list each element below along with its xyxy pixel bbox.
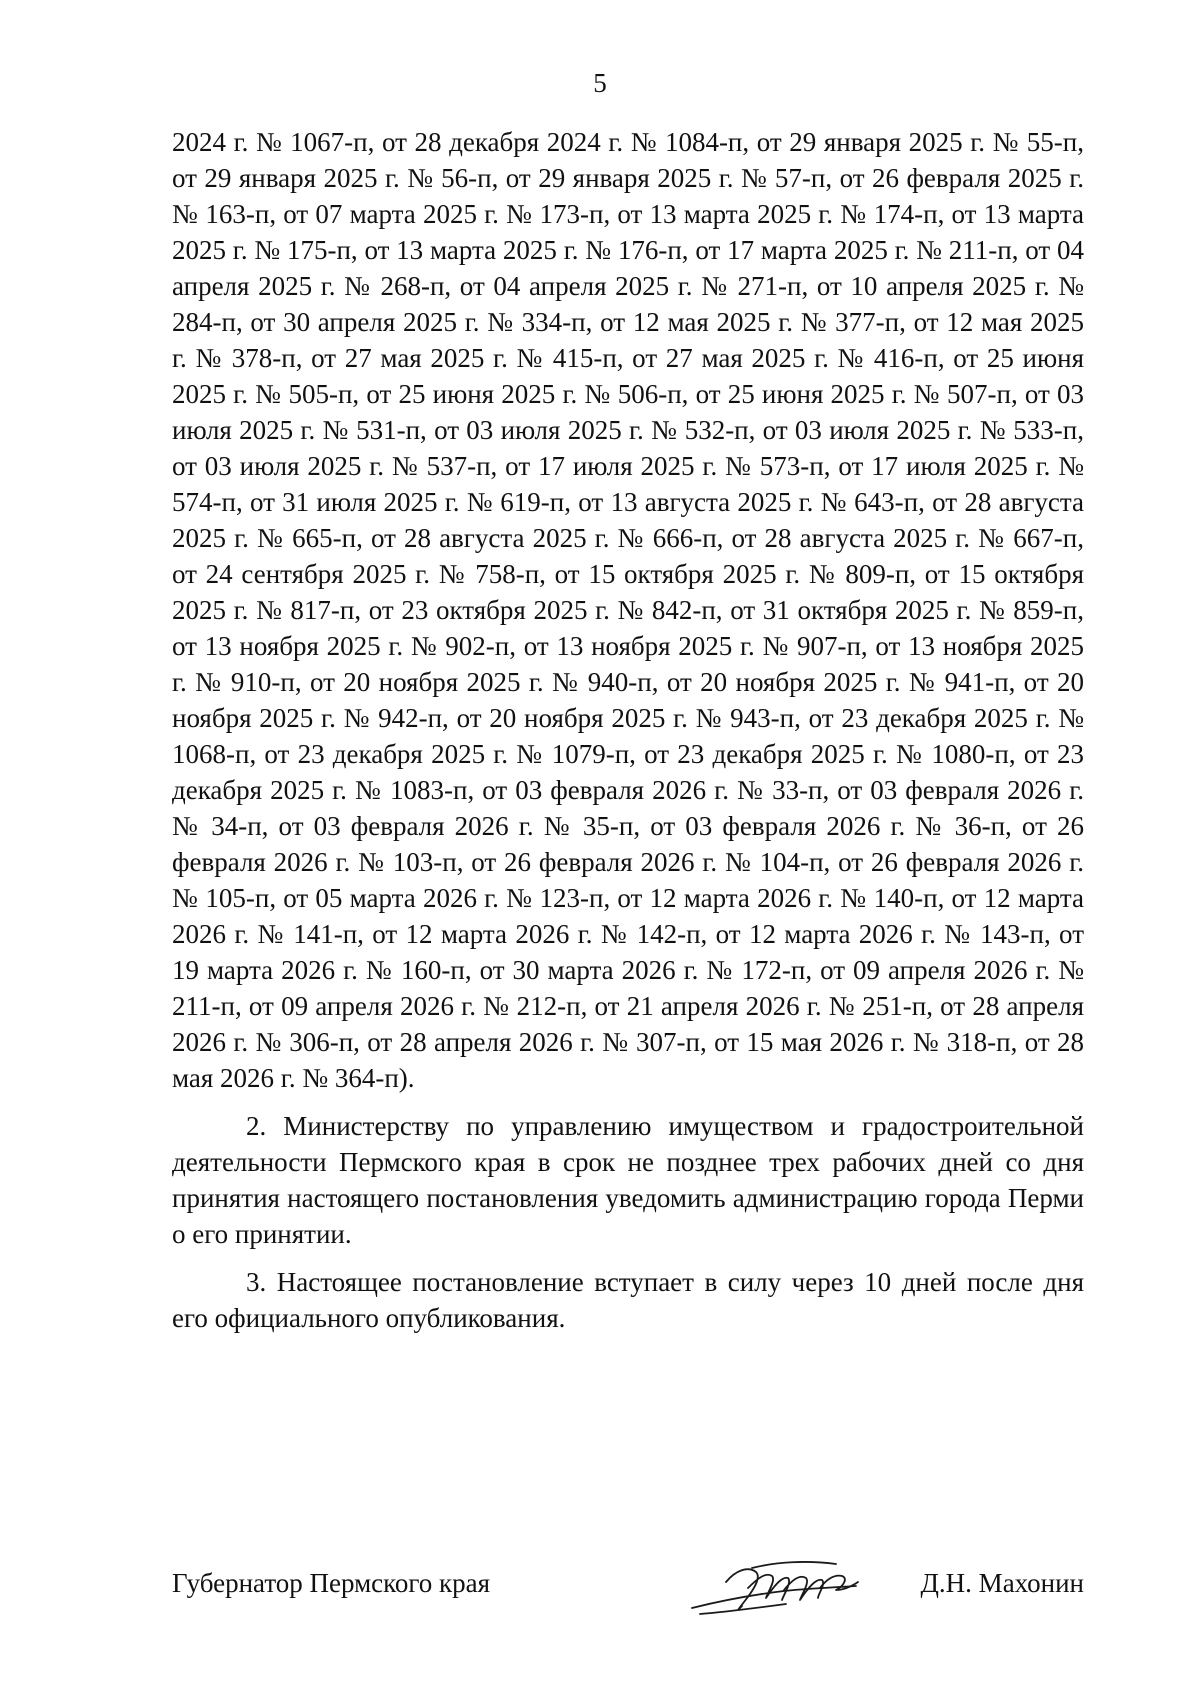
decree-list-continuation: 2024 г. № 1067-п, от 28 декабря 2024 г. № 1084-п, от 29 января 2025 г. № 55-п, от 29 января 2025 г. № 56-п, от 29 января 2025 г. № 57-п, от 26 февраля 2025 г. № 163-п, от 07 марта 2025 г. № 173-п, от 13 марта 2025 г. № 174-п, от 13 марта 2025 г. № 175-п, от 13 марта 2025 г. № 176-п, от 17 марта 2025 г. № 211-п, от 04 апреля 2025 г. № 268-п, от 04 апреля 2025 г. № 271-п, от 10 апреля 2025 г. № 284-п, от 30 апреля 2025 г. № 334-п, от 12 мая 2025 г. № 377-п, от 12 мая 2025 г. № 378-п, от 27 мая 2025 г. № 415-п, от 27 мая 2025 г. № 416-п, от 25 июня 2025 г. № 505-п, от 25 июня 2025 г. № 506-п, от 25 июня 2025 г. № 507-п, от 03 июля 2025 г. № 531-п, от 03 июля 2025 г. № 532-п, от 03 июля 2025 г. № 533-п, от 03 июля 2025 г. № 537-п, от 17 июля 2025 г. № 573-п, от 17 июля 2025 г. № 574-п, от 31 июля 2025 г. № 619-п, от 13 августа 2025 г. № 643-п, от 28 августа 2025 г. № 665-п, от 28 августа 2025 г. № 666-п, от 28 августа 2025 г. № 667-п, от 24 сентября 2025 г. № 758-п, от 15 октября 2025 г. № 809-п, от 15 октября 2025 г. № 817-п, от 23 октября 2025 г. № 842-п, от 31 октября 2025 г. № 859-п, от 13 ноября 2025 г. № 902-п, от 13 ноября 2025 г. № 907-п, от 13 ноября 2025 г. № 910-п, от 20 ноября 2025 г. № 940-п, от 20 ноября 2025 г. № 941-п, от 20 ноября 2025 г. № 942-п, от 20 ноября 2025 г. № 943-п, от 23 декабря 2025 г. № 1068-п, от 23 декабря 2025 г. № 1079-п, от 23 декабря 2025 г. № 1080-п, от 23 декабря 2025 г. № 1083-п, от 03 февраля 2026 г. № 33-п, от 03 февраля 2026 г. № 34-п, от 03 февраля 2026 г. № 35-п, от 03 февраля 2026 г. № 36-п, от 26 февраля 2026 г. № 103-п, от 26 февраля 2026 г. № 104-п, от 26 февраля 2026 г. № 105-п, от 05 марта 2026 г. № 123-п, от 12 марта 2026 г. № 140-п, от 12 марта 2026 г. № 141-п, от 12 марта 2026 г. № 142-п, от 12 марта 2026 г. № 143-п, от 19 марта 2026 г. № 160-п, от 30 марта 2026 г. № 172-п, от 09 апреля 2026 г. № 211-п, от 09 апреля 2026 г. № 212-п, от 21 апреля 2026 г. № 251-п, от 28 апреля 2026 г. № 306-п, от 28 апреля 2026 г. № 307-п, от 15 мая 2026 г. № 318-п, от 28 мая 2026 г. № 364-п). xyxy=(172,127,1084,1093)
clause-3: 3. Настоящее постановление вступает в силу через 10 дней после дня его официального опубликования. xyxy=(172,1267,1084,1333)
handwritten-signature xyxy=(686,1552,886,1622)
clause-2: 2. Министерству по управлению имуществом и градостроительной деятельности Пермского края в срок не позднее трех рабочих дней со дня принятия настоящего постановления уведомить администрацию города Перми о его принятии. xyxy=(172,1111,1084,1249)
document-body xyxy=(172,124,1084,1336)
signatory-name: Д.Н. Махонин xyxy=(920,1568,1084,1598)
signatory-title: Губернатор Пермского края xyxy=(172,1568,491,1598)
signature-block xyxy=(172,1562,1084,1622)
page-number: 5 xyxy=(593,68,607,98)
